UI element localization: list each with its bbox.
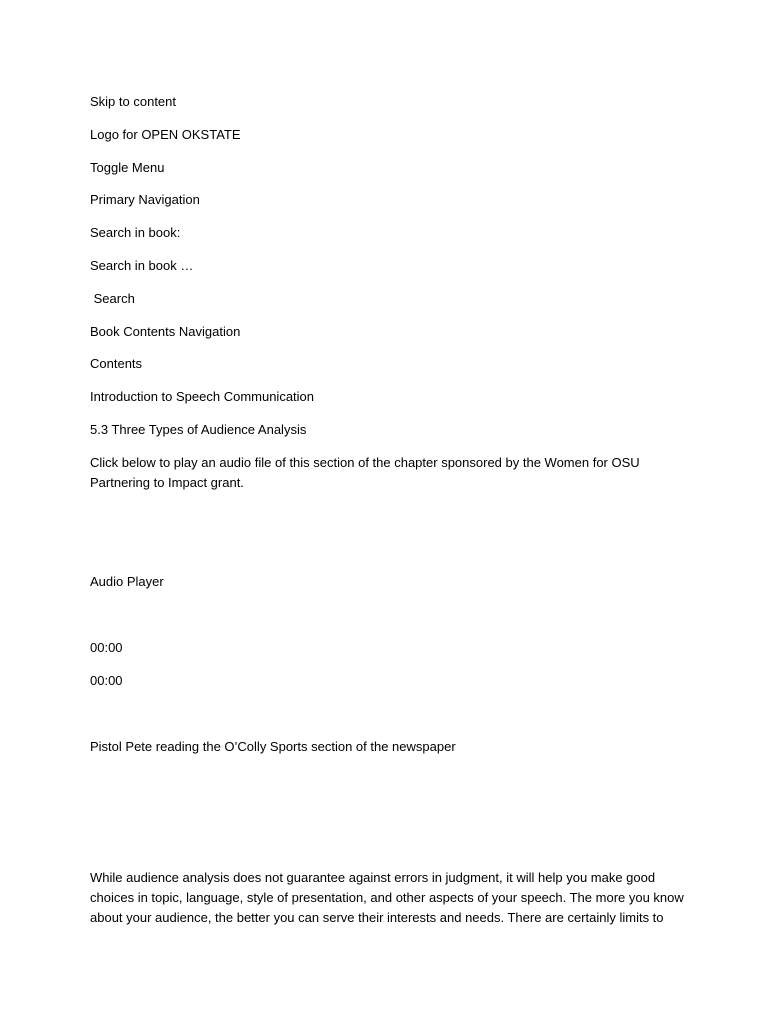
primary-navigation-label: Primary Navigation <box>90 192 200 207</box>
audio-current-time: 00:00 <box>90 640 123 655</box>
book-contents-navigation-label: Book Contents Navigation <box>90 324 241 339</box>
audio-duration: 00:00 <box>90 673 123 688</box>
site-logo-text[interactable]: Logo for OPEN OKSTATE <box>90 127 241 142</box>
search-button[interactable]: Search <box>90 291 135 306</box>
search-input[interactable]: Search in book … <box>90 258 194 273</box>
image-caption: Pistol Pete reading the O’Colly Sports section of the newspaper <box>90 739 456 754</box>
skip-to-content-link[interactable]: Skip to content <box>90 94 176 109</box>
contents-toggle[interactable]: Contents <box>90 356 143 371</box>
section-title: 5.3 Three Types of Audience Analysis <box>90 422 307 437</box>
toggle-menu-button[interactable]: Toggle Menu <box>90 160 165 175</box>
book-title-link[interactable]: Introduction to Speech Communication <box>90 389 315 404</box>
body-paragraph: While audience analysis does not guarantee against errors in judgment, it will help you make good choices in topic, language, style of presentation, and other aspects of your speech. The more you know about your audience, the better you can serve their interests and needs. There are certainly limits to <box>90 870 684 925</box>
audio-intro-text: Click below to play an audio file of this section of the chapter sponsored by the Women for OSU Partnering to Impact grant. <box>90 455 640 490</box>
audio-player-label[interactable]: Audio Player <box>90 574 164 589</box>
search-label: Search in book: <box>90 225 181 240</box>
